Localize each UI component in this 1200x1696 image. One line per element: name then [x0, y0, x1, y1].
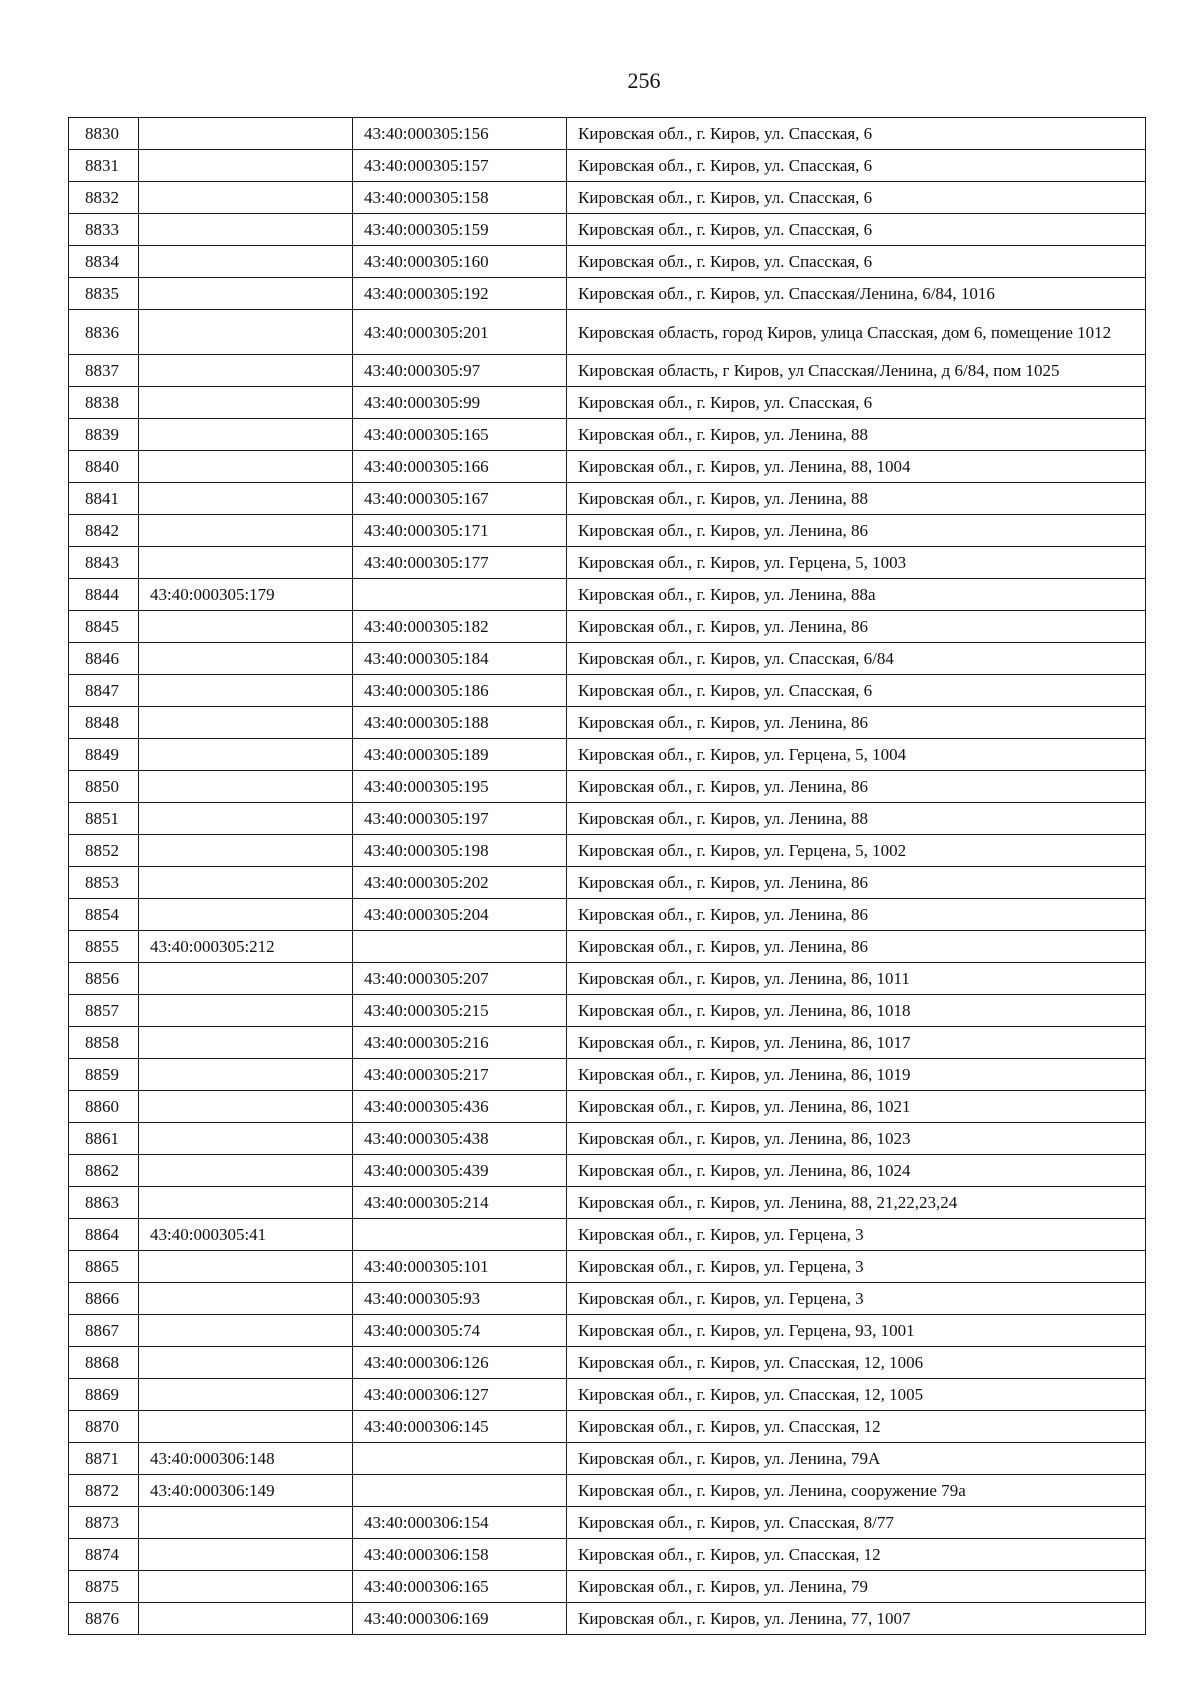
- building-cadastral-cell: [139, 1507, 353, 1539]
- address-cell: Кировская обл., г. Киров, ул. Ленина, 88: [567, 419, 1146, 451]
- table-row: [69, 1027, 1146, 1059]
- premise-cadastral-cell: 43:40:000305:188: [353, 707, 567, 739]
- building-cadastral-cell: [139, 1123, 353, 1155]
- address-cell: Кировская обл., г. Киров, ул. Спасская, 12: [567, 1539, 1146, 1571]
- row-number-cell: 8876: [69, 1603, 139, 1635]
- row-number-cell: 8852: [69, 835, 139, 867]
- address-cell: Кировская обл., г. Киров, ул. Ленина, 86: [567, 867, 1146, 899]
- table-row: [69, 675, 1146, 707]
- building-cadastral-cell: [139, 611, 353, 643]
- address-cell: Кировская обл., г. Киров, ул. Ленина, 86: [567, 611, 1146, 643]
- building-cadastral-cell: [139, 515, 353, 547]
- premise-cadastral-cell: 43:40:000305:166: [353, 451, 567, 483]
- building-cadastral-cell: [139, 739, 353, 771]
- row-number-cell: 8871: [69, 1443, 139, 1475]
- building-cadastral-cell: [139, 214, 353, 246]
- address-cell: Кировская обл., г. Киров, ул. Спасская, 6: [567, 675, 1146, 707]
- building-cadastral-cell: 43:40:000305:212: [139, 931, 353, 963]
- address-cell: Кировская обл., г. Киров, ул. Спасская, 6: [567, 214, 1146, 246]
- row-number-cell: 8835: [69, 278, 139, 310]
- table-row: [69, 803, 1146, 835]
- row-number-cell: 8862: [69, 1155, 139, 1187]
- address-cell: Кировская обл., г. Киров, ул. Спасская, 6: [567, 387, 1146, 419]
- address-cell: Кировская обл., г. Киров, ул. Ленина, 86, 1019: [567, 1059, 1146, 1091]
- row-number-cell: 8834: [69, 246, 139, 278]
- table-row: [69, 1283, 1146, 1315]
- table-row: [69, 1187, 1146, 1219]
- table-row: [69, 355, 1146, 387]
- address-cell: Кировская обл., г. Киров, ул. Спасская, 6: [567, 118, 1146, 150]
- address-cell: Кировская обл., г. Киров, ул. Спасская, 6: [567, 246, 1146, 278]
- row-number-cell: 8850: [69, 771, 139, 803]
- table-row: [69, 995, 1146, 1027]
- building-cadastral-cell: [139, 995, 353, 1027]
- premise-cadastral-cell: 43:40:000305:202: [353, 867, 567, 899]
- address-cell: Кировская обл., г. Киров, ул. Спасская, 8/77: [567, 1507, 1146, 1539]
- building-cadastral-cell: [139, 899, 353, 931]
- row-number-cell: 8867: [69, 1315, 139, 1347]
- premise-cadastral-cell: 43:40:000305:217: [353, 1059, 567, 1091]
- building-cadastral-cell: [139, 547, 353, 579]
- table-row: [69, 246, 1146, 278]
- premise-cadastral-cell: 43:40:000305:182: [353, 611, 567, 643]
- table-row: [69, 739, 1146, 771]
- premise-cadastral-cell: 43:40:000306:145: [353, 1411, 567, 1443]
- row-number-cell: 8843: [69, 547, 139, 579]
- row-number-cell: 8851: [69, 803, 139, 835]
- premise-cadastral-cell: [353, 1443, 567, 1475]
- table-row: [69, 1315, 1146, 1347]
- registry-table: [68, 117, 1146, 1635]
- table-row: [69, 867, 1146, 899]
- building-cadastral-cell: [139, 310, 353, 355]
- address-cell: Кировская обл., г. Киров, ул. Герцена, 5, 1004: [567, 739, 1146, 771]
- table-row: [69, 1155, 1146, 1187]
- table-row: [69, 1475, 1146, 1507]
- premise-cadastral-cell: 43:40:000306:165: [353, 1571, 567, 1603]
- building-cadastral-cell: [139, 1539, 353, 1571]
- row-number-cell: 8861: [69, 1123, 139, 1155]
- building-cadastral-cell: [139, 1251, 353, 1283]
- premise-cadastral-cell: 43:40:000305:207: [353, 963, 567, 995]
- premise-cadastral-cell: 43:40:000306:158: [353, 1539, 567, 1571]
- building-cadastral-cell: [139, 355, 353, 387]
- address-cell: Кировская обл., г. Киров, ул. Герцена, 5, 1003: [567, 547, 1146, 579]
- premise-cadastral-cell: 43:40:000305:216: [353, 1027, 567, 1059]
- building-cadastral-cell: [139, 150, 353, 182]
- premise-cadastral-cell: 43:40:000305:165: [353, 419, 567, 451]
- premise-cadastral-cell: 43:40:000305:157: [353, 150, 567, 182]
- row-number-cell: 8841: [69, 483, 139, 515]
- premise-cadastral-cell: 43:40:000305:204: [353, 899, 567, 931]
- table-row: [69, 118, 1146, 150]
- row-number-cell: 8844: [69, 579, 139, 611]
- building-cadastral-cell: [139, 1347, 353, 1379]
- premise-cadastral-cell: 43:40:000305:160: [353, 246, 567, 278]
- premise-cadastral-cell: [353, 931, 567, 963]
- row-number-cell: 8839: [69, 419, 139, 451]
- address-cell: Кировская обл., г. Киров, ул. Ленина, 88: [567, 803, 1146, 835]
- address-cell: Кировская обл., г. Киров, ул. Спасская, 6: [567, 150, 1146, 182]
- table-row: [69, 515, 1146, 547]
- table-row: [69, 963, 1146, 995]
- row-number-cell: 8845: [69, 611, 139, 643]
- premise-cadastral-cell: 43:40:000306:126: [353, 1347, 567, 1379]
- premise-cadastral-cell: 43:40:000305:438: [353, 1123, 567, 1155]
- premise-cadastral-cell: 43:40:000305:186: [353, 675, 567, 707]
- building-cadastral-cell: [139, 1155, 353, 1187]
- building-cadastral-cell: [139, 1091, 353, 1123]
- row-number-cell: 8848: [69, 707, 139, 739]
- address-cell: Кировская обл., г. Киров, ул. Герцена, 93, 1001: [567, 1315, 1146, 1347]
- address-cell: Кировская обл., г. Киров, ул. Ленина, 79А: [567, 1443, 1146, 1475]
- table-row: [69, 419, 1146, 451]
- premise-cadastral-cell: [353, 1475, 567, 1507]
- row-number-cell: 8857: [69, 995, 139, 1027]
- table-row: [69, 579, 1146, 611]
- building-cadastral-cell: [139, 803, 353, 835]
- building-cadastral-cell: [139, 1187, 353, 1219]
- row-number-cell: 8868: [69, 1347, 139, 1379]
- premise-cadastral-cell: 43:40:000305:101: [353, 1251, 567, 1283]
- row-number-cell: 8872: [69, 1475, 139, 1507]
- premise-cadastral-cell: 43:40:000305:158: [353, 182, 567, 214]
- address-cell: Кировская обл., г. Киров, ул. Герцена, 3: [567, 1251, 1146, 1283]
- table-row: [69, 387, 1146, 419]
- row-number-cell: 8846: [69, 643, 139, 675]
- table-row: [69, 1571, 1146, 1603]
- premise-cadastral-cell: 43:40:000305:74: [353, 1315, 567, 1347]
- table-row: [69, 1091, 1146, 1123]
- row-number-cell: 8831: [69, 150, 139, 182]
- table-row: [69, 483, 1146, 515]
- premise-cadastral-cell: 43:40:000305:167: [353, 483, 567, 515]
- building-cadastral-cell: 43:40:000305:41: [139, 1219, 353, 1251]
- building-cadastral-cell: [139, 1059, 353, 1091]
- table-row: [69, 1379, 1146, 1411]
- table-row: [69, 931, 1146, 963]
- address-cell: Кировская обл., г. Киров, ул. Ленина, 86, 1024: [567, 1155, 1146, 1187]
- row-number-cell: 8833: [69, 214, 139, 246]
- premise-cadastral-cell: 43:40:000305:215: [353, 995, 567, 1027]
- address-cell: Кировская обл., г. Киров, ул. Герцена, 3: [567, 1219, 1146, 1251]
- table-row: [69, 1539, 1146, 1571]
- premise-cadastral-cell: 43:40:000305:177: [353, 547, 567, 579]
- building-cadastral-cell: [139, 771, 353, 803]
- row-number-cell: 8854: [69, 899, 139, 931]
- row-number-cell: 8855: [69, 931, 139, 963]
- row-number-cell: 8847: [69, 675, 139, 707]
- table-row: [69, 1507, 1146, 1539]
- building-cadastral-cell: [139, 182, 353, 214]
- building-cadastral-cell: [139, 643, 353, 675]
- row-number-cell: 8865: [69, 1251, 139, 1283]
- premise-cadastral-cell: 43:40:000306:127: [353, 1379, 567, 1411]
- table-row: [69, 1347, 1146, 1379]
- address-cell: Кировская обл., г. Киров, ул. Герцена, 3: [567, 1283, 1146, 1315]
- table-row: [69, 707, 1146, 739]
- address-cell: Кировская обл., г. Киров, ул. Ленина, 86, 1011: [567, 963, 1146, 995]
- table-row: [69, 310, 1146, 355]
- address-cell: Кировская обл., г. Киров, ул. Ленина, 86, 1023: [567, 1123, 1146, 1155]
- row-number-cell: 8832: [69, 182, 139, 214]
- premise-cadastral-cell: 43:40:000305:97: [353, 355, 567, 387]
- premise-cadastral-cell: 43:40:000305:439: [353, 1155, 567, 1187]
- address-cell: Кировская обл., г. Киров, ул. Ленина, 86, 1018: [567, 995, 1146, 1027]
- row-number-cell: 8873: [69, 1507, 139, 1539]
- building-cadastral-cell: [139, 1571, 353, 1603]
- premise-cadastral-cell: 43:40:000305:184: [353, 643, 567, 675]
- table-row: [69, 1123, 1146, 1155]
- address-cell: Кировская обл., г. Киров, ул. Ленина, 86: [567, 707, 1146, 739]
- building-cadastral-cell: [139, 1379, 353, 1411]
- building-cadastral-cell: [139, 867, 353, 899]
- address-cell: Кировская обл., г. Киров, ул. Ленина, 88, 21,22,23,24: [567, 1187, 1146, 1219]
- table-row: [69, 1251, 1146, 1283]
- premise-cadastral-cell: 43:40:000305:192: [353, 278, 567, 310]
- building-cadastral-cell: 43:40:000305:179: [139, 579, 353, 611]
- table-row: [69, 899, 1146, 931]
- premise-cadastral-cell: 43:40:000305:201: [353, 310, 567, 355]
- address-cell: Кировская обл., г. Киров, ул. Ленина, 88: [567, 483, 1146, 515]
- table-row: [69, 182, 1146, 214]
- row-number-cell: 8840: [69, 451, 139, 483]
- table-row: [69, 214, 1146, 246]
- building-cadastral-cell: 43:40:000306:149: [139, 1475, 353, 1507]
- building-cadastral-cell: [139, 419, 353, 451]
- premise-cadastral-cell: 43:40:000305:214: [353, 1187, 567, 1219]
- table-row: [69, 278, 1146, 310]
- building-cadastral-cell: [139, 483, 353, 515]
- building-cadastral-cell: [139, 707, 353, 739]
- address-cell: Кировская обл., г. Киров, ул. Ленина, 86: [567, 771, 1146, 803]
- address-cell: Кировская обл., г. Киров, ул. Ленина, сооружение 79а: [567, 1475, 1146, 1507]
- building-cadastral-cell: [139, 1411, 353, 1443]
- premise-cadastral-cell: 43:40:000305:436: [353, 1091, 567, 1123]
- row-number-cell: 8837: [69, 355, 139, 387]
- building-cadastral-cell: [139, 118, 353, 150]
- address-cell: Кировская область, город Киров, улица Спасская, дом 6, помещение 1012: [567, 310, 1146, 355]
- building-cadastral-cell: [139, 835, 353, 867]
- address-cell: Кировская обл., г. Киров, ул. Ленина, 77, 1007: [567, 1603, 1146, 1635]
- table-row: [69, 451, 1146, 483]
- table-row: [69, 835, 1146, 867]
- address-cell: Кировская обл., г. Киров, ул. Спасская, 12, 1005: [567, 1379, 1146, 1411]
- table-row: [69, 1603, 1146, 1635]
- address-cell: Кировская обл., г. Киров, ул. Ленина, 86, 1021: [567, 1091, 1146, 1123]
- row-number-cell: 8838: [69, 387, 139, 419]
- building-cadastral-cell: [139, 1603, 353, 1635]
- registry-table-body: [69, 118, 1146, 1635]
- row-number-cell: 8860: [69, 1091, 139, 1123]
- address-cell: Кировская обл., г. Киров, ул. Ленина, 88а: [567, 579, 1146, 611]
- premise-cadastral-cell: 43:40:000306:169: [353, 1603, 567, 1635]
- table-row: [69, 643, 1146, 675]
- row-number-cell: 8849: [69, 739, 139, 771]
- address-cell: Кировская обл., г. Киров, ул. Ленина, 88, 1004: [567, 451, 1146, 483]
- building-cadastral-cell: [139, 387, 353, 419]
- row-number-cell: 8853: [69, 867, 139, 899]
- building-cadastral-cell: [139, 1027, 353, 1059]
- row-number-cell: 8830: [69, 118, 139, 150]
- address-cell: Кировская обл., г. Киров, ул. Спасская, 12: [567, 1411, 1146, 1443]
- row-number-cell: 8864: [69, 1219, 139, 1251]
- row-number-cell: 8874: [69, 1539, 139, 1571]
- table-row: [69, 1059, 1146, 1091]
- page-number: 256: [627, 68, 661, 93]
- row-number-cell: 8842: [69, 515, 139, 547]
- table-row: [69, 547, 1146, 579]
- address-cell: Кировская обл., г. Киров, ул. Спасская, 6/84: [567, 643, 1146, 675]
- building-cadastral-cell: [139, 963, 353, 995]
- address-cell: Кировская обл., г. Киров, ул. Ленина, 86, 1017: [567, 1027, 1146, 1059]
- premise-cadastral-cell: [353, 1219, 567, 1251]
- row-number-cell: 8856: [69, 963, 139, 995]
- table-row: [69, 611, 1146, 643]
- table-row: [69, 1219, 1146, 1251]
- building-cadastral-cell: [139, 1283, 353, 1315]
- premise-cadastral-cell: 43:40:000305:99: [353, 387, 567, 419]
- premise-cadastral-cell: 43:40:000305:159: [353, 214, 567, 246]
- address-cell: Кировская область, г Киров, ул Спасская/Ленина, д 6/84, пом 1025: [567, 355, 1146, 387]
- address-cell: Кировская обл., г. Киров, ул. Ленина, 79: [567, 1571, 1146, 1603]
- building-cadastral-cell: [139, 451, 353, 483]
- address-cell: Кировская обл., г. Киров, ул. Герцена, 5, 1002: [567, 835, 1146, 867]
- row-number-cell: 8869: [69, 1379, 139, 1411]
- premise-cadastral-cell: 43:40:000305:156: [353, 118, 567, 150]
- address-cell: Кировская обл., г. Киров, ул. Спасская, 6: [567, 182, 1146, 214]
- building-cadastral-cell: 43:40:000306:148: [139, 1443, 353, 1475]
- premise-cadastral-cell: 43:40:000305:171: [353, 515, 567, 547]
- building-cadastral-cell: [139, 246, 353, 278]
- premise-cadastral-cell: 43:40:000305:198: [353, 835, 567, 867]
- row-number-cell: 8859: [69, 1059, 139, 1091]
- row-number-cell: 8866: [69, 1283, 139, 1315]
- address-cell: Кировская обл., г. Киров, ул. Ленина, 86: [567, 899, 1146, 931]
- row-number-cell: 8836: [69, 310, 139, 355]
- table-row: [69, 771, 1146, 803]
- premise-cadastral-cell: 43:40:000306:154: [353, 1507, 567, 1539]
- premise-cadastral-cell: 43:40:000305:195: [353, 771, 567, 803]
- premise-cadastral-cell: 43:40:000305:189: [353, 739, 567, 771]
- premise-cadastral-cell: [353, 579, 567, 611]
- premise-cadastral-cell: 43:40:000305:197: [353, 803, 567, 835]
- table-row: [69, 1443, 1146, 1475]
- table-row: [69, 1411, 1146, 1443]
- address-cell: Кировская обл., г. Киров, ул. Спасская, 12, 1006: [567, 1347, 1146, 1379]
- row-number-cell: 8870: [69, 1411, 139, 1443]
- premise-cadastral-cell: 43:40:000305:93: [353, 1283, 567, 1315]
- address-cell: Кировская обл., г. Киров, ул. Ленина, 86: [567, 931, 1146, 963]
- building-cadastral-cell: [139, 1315, 353, 1347]
- building-cadastral-cell: [139, 675, 353, 707]
- table-row: [69, 150, 1146, 182]
- address-cell: Кировская обл., г. Киров, ул. Ленина, 86: [567, 515, 1146, 547]
- row-number-cell: 8875: [69, 1571, 139, 1603]
- address-cell: Кировская обл., г. Киров, ул. Спасская/Ленина, 6/84, 1016: [567, 278, 1146, 310]
- building-cadastral-cell: [139, 278, 353, 310]
- row-number-cell: 8858: [69, 1027, 139, 1059]
- row-number-cell: 8863: [69, 1187, 139, 1219]
